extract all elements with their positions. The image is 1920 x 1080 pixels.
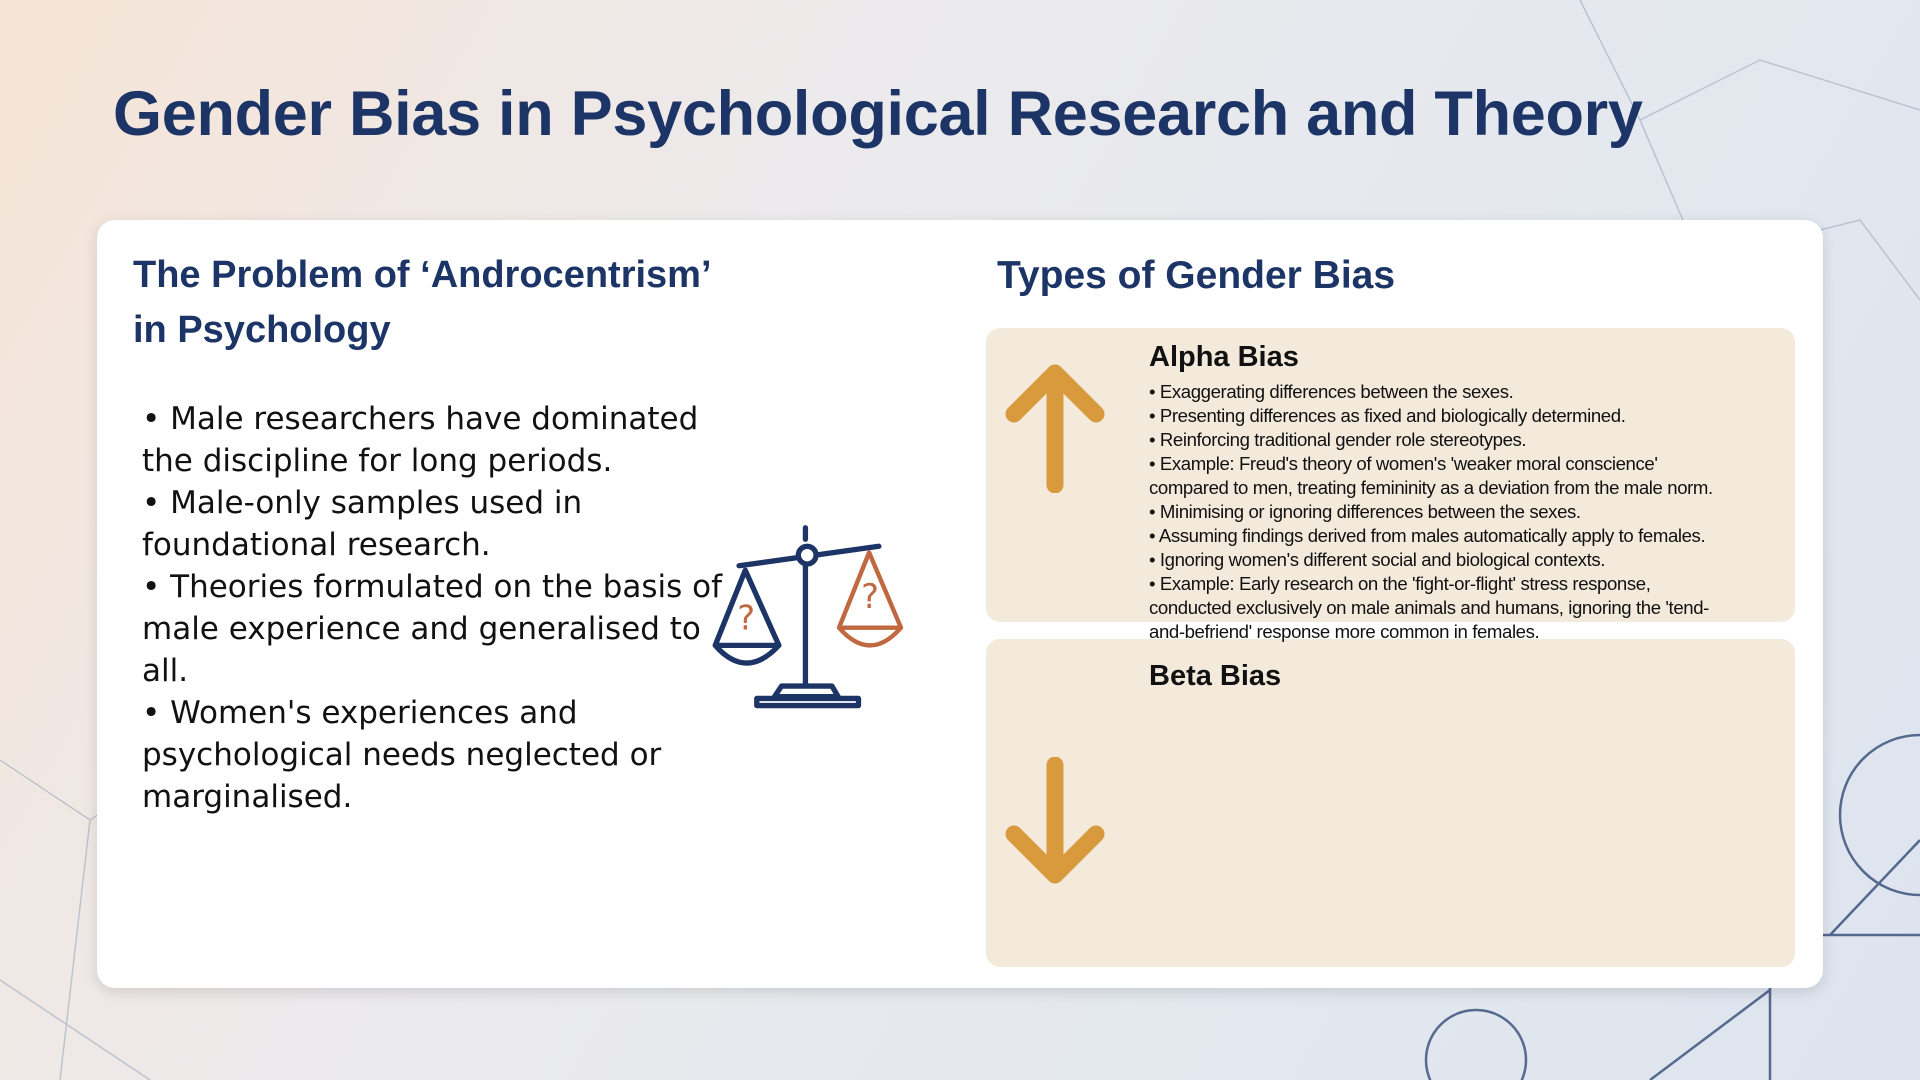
heading-line: in Psychology (133, 309, 391, 351)
bias-bullets (1149, 380, 1719, 644)
balance-scale-icon (686, 500, 916, 720)
types-heading: Types of Gender Bias (997, 254, 1396, 297)
androcentrism-heading (133, 248, 712, 358)
beta-bias-box (986, 639, 1795, 967)
list-item: • Ignoring women's different social and biological contexts. (1149, 549, 1605, 570)
list-item: • Reinforcing traditional gender role stereotypes. (1149, 429, 1527, 450)
alpha-bias-title: Alpha Bias (1149, 341, 1299, 373)
arrow-up-icon (1004, 361, 1106, 493)
list-item: • Presenting differences as fixed and biologically determined. (1149, 405, 1626, 426)
content-card (97, 220, 1823, 988)
list-item: • Minimising or ignoring differences between the sexes. (1149, 501, 1581, 522)
list-item: • Theories formulated on the basis of male experience and generalised to all. (142, 569, 723, 689)
arrow-down-icon (1004, 757, 1106, 887)
list-item: • Male-only samples used in foundational research. (142, 485, 583, 563)
androcentrism-bullets (142, 398, 732, 818)
svg-text:?: ? (737, 598, 756, 638)
list-item: • Example: Early research on the 'fight-or-flight' stress response, conducted exclusively on male animals and humans, ignoring the 'tend-and-befriend' response more common in females. (1149, 573, 1709, 642)
list-item: • Male researchers have dominated the discipline for long periods. (142, 401, 699, 479)
list-item: • Exaggerating differences between the sexes. (1149, 381, 1514, 402)
page-title: Gender Bias in Psychological Research and Theory (113, 79, 1643, 149)
beta-bias-title: Beta Bias (1149, 660, 1282, 692)
list-item: • Assuming findings derived from males automatically apply to females. (1149, 525, 1706, 546)
list-item: • Example: Freud's theory of women's 'weaker moral conscience' compared to men, treating femininity as a deviation from the male norm. (1149, 453, 1713, 498)
svg-text:?: ? (861, 577, 879, 617)
list-item: • Women's experiences and psychological needs neglected or marginalised. (142, 695, 662, 815)
heading-line: The Problem of ‘Androcentrism’ (133, 254, 712, 296)
